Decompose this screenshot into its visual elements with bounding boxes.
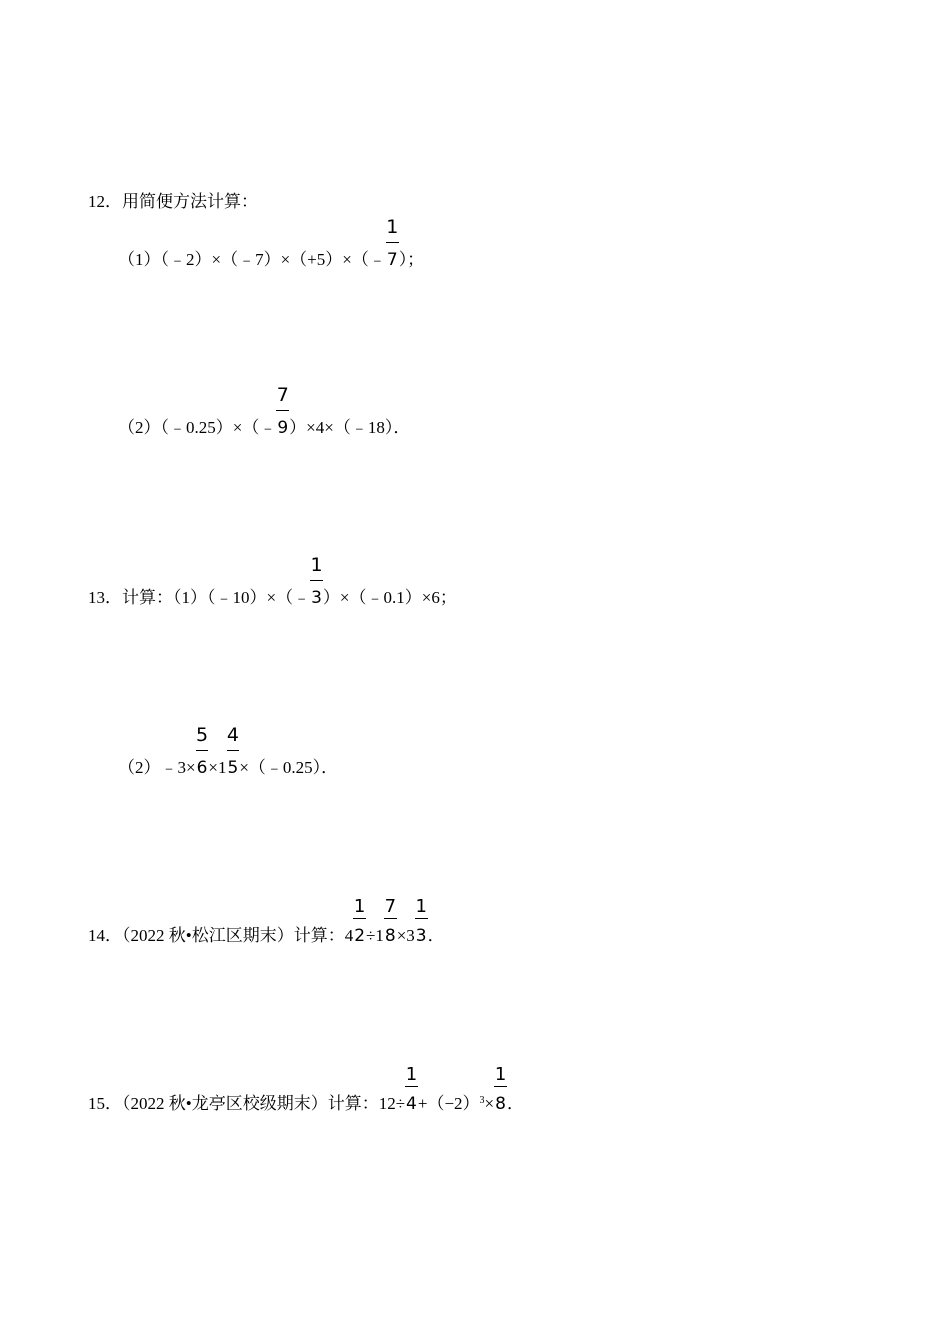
- fraction-bar: [415, 918, 428, 919]
- fraction-numerator: 1: [494, 1064, 507, 1085]
- fraction-denominator: 2: [354, 926, 366, 946]
- fraction-bar: [276, 410, 289, 411]
- q14-fraction-2: [384, 896, 397, 946]
- fraction-denominator: 5: [227, 758, 239, 778]
- q15-exponent: 3: [479, 1095, 485, 1106]
- fraction-denominator: 6: [196, 758, 208, 778]
- q14-mid-1: ÷1: [366, 926, 384, 945]
- fraction-denominator: 7: [386, 250, 398, 270]
- q13-part2-prefix: （2）﹣3×: [118, 758, 196, 777]
- q12-part2: [118, 384, 411, 438]
- q12-part1: [118, 216, 425, 270]
- q13-part1-prefix: 13．计算：（1）（﹣10）×（﹣: [88, 588, 311, 607]
- q14-prefix: 14．（2022 秋•松江区期末）计算：4: [88, 926, 354, 945]
- q13-part1: [88, 554, 457, 608]
- fraction-numerator: 7: [276, 384, 289, 406]
- q12-part1-prefix: （1）（﹣2）×（﹣7）×（+5）×（﹣: [118, 250, 386, 269]
- q12-part2-prefix: （2）（﹣0.25）×（﹣: [118, 418, 277, 437]
- q15-prefix: 15．（2022 秋•龙亭区校级期末）计算：12÷: [88, 1094, 406, 1113]
- fraction-numerator: 1: [405, 1064, 418, 1085]
- q14-mid-2: ×3: [396, 926, 415, 945]
- fraction-numerator: 1: [386, 216, 399, 238]
- q15-mid: +（−2）: [417, 1094, 480, 1113]
- fraction-numerator: 7: [384, 896, 397, 917]
- q15: [88, 1064, 524, 1117]
- q13-part2-suffix: ×（﹣0.25）．: [239, 758, 339, 777]
- fraction-bar: [196, 750, 209, 751]
- q14: [88, 896, 445, 946]
- q13-part1-fraction: [310, 554, 323, 608]
- fraction-bar: [494, 1086, 507, 1087]
- q13-part2-fraction-1: [195, 724, 209, 778]
- q15-times: ×: [484, 1094, 495, 1113]
- q15-fraction-2: [494, 1064, 507, 1114]
- fraction-denominator: 8: [495, 1094, 506, 1114]
- fraction-bar: [310, 580, 323, 581]
- fraction-numerator: 4: [226, 724, 239, 746]
- q13-part2-mid: ×1: [208, 758, 227, 777]
- q14-fraction-1: [353, 896, 366, 946]
- fraction-bar: [384, 918, 397, 919]
- fraction-numerator: 1: [310, 554, 323, 576]
- q12-title: [88, 192, 258, 212]
- q12-part2-suffix: ）×4×（﹣18）．: [289, 418, 411, 437]
- fraction-bar: [405, 1086, 418, 1087]
- q13-part2: [118, 724, 339, 778]
- fraction-numerator: 1: [353, 896, 366, 917]
- q14-suffix: ．: [427, 926, 445, 945]
- fraction-denominator: 8: [384, 926, 396, 946]
- fraction-bar: [386, 242, 399, 243]
- fraction-bar: [353, 918, 366, 919]
- fraction-denominator: 3: [311, 588, 322, 608]
- fraction-bar: [227, 750, 240, 751]
- fraction-numerator: 1: [415, 896, 427, 917]
- q12-part2-fraction: [276, 384, 289, 438]
- q13-part2-fraction-2: [226, 724, 240, 778]
- fraction-denominator: 9: [277, 418, 289, 438]
- q13-part1-suffix: ）×（﹣0.1）×6；: [322, 588, 457, 607]
- q12-part1-suffix: ）；: [398, 250, 425, 269]
- q15-fraction-1: [405, 1064, 418, 1114]
- q15-suffix: ．: [506, 1094, 524, 1113]
- q12-title-text: 12．用简便方法计算：: [88, 192, 258, 211]
- fraction-denominator: 3: [415, 926, 427, 946]
- fraction-numerator: 5: [195, 724, 209, 746]
- q14-fraction-3: [415, 896, 428, 946]
- q12-part1-fraction: [386, 216, 399, 270]
- fraction-denominator: 4: [406, 1094, 417, 1114]
